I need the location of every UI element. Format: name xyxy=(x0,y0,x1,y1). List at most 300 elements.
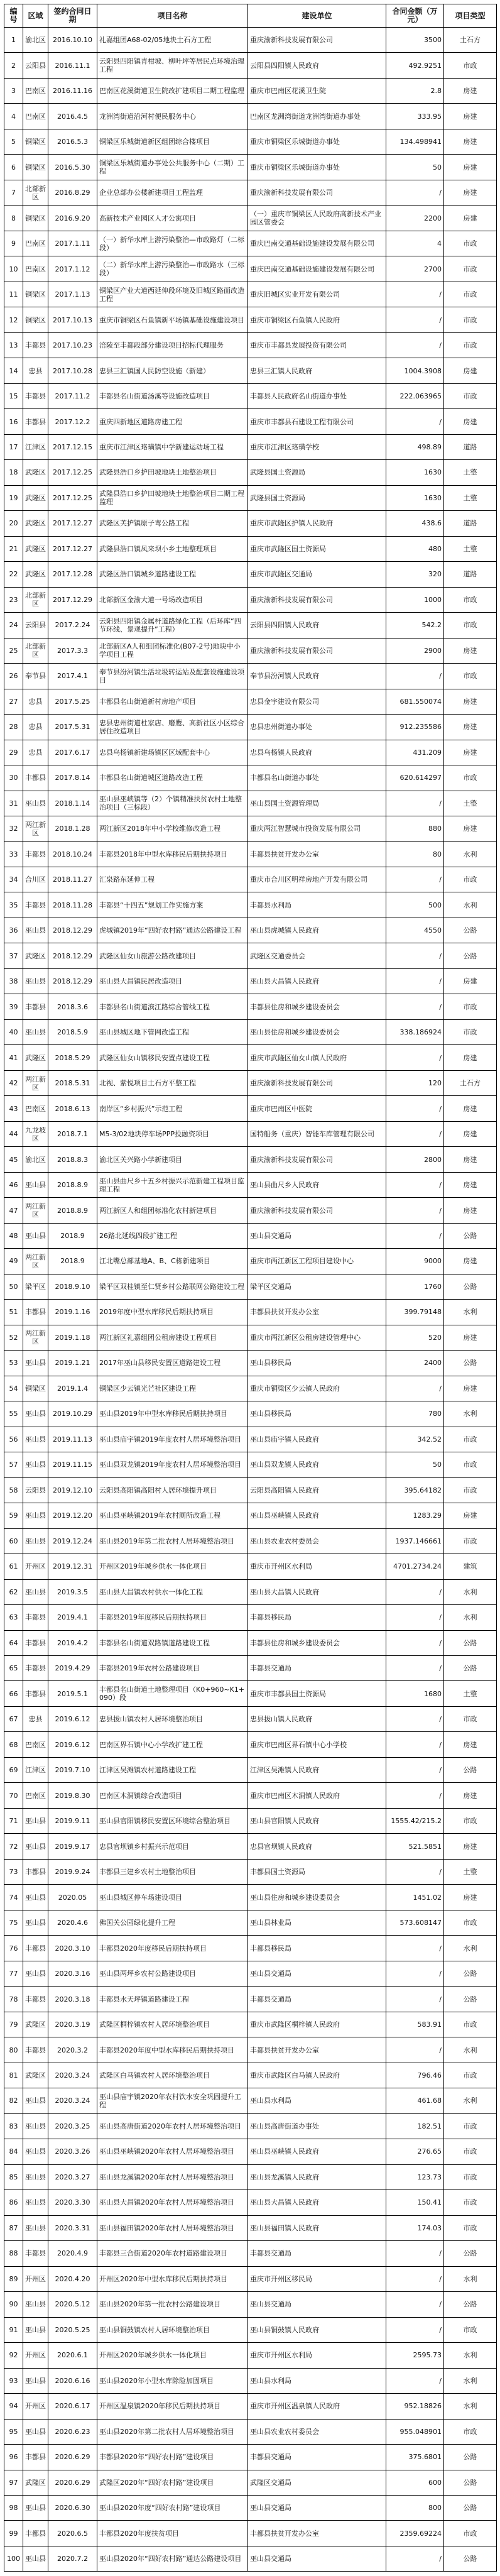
cell-sign-date: 2018.11.28 xyxy=(48,892,97,918)
cell-number: 86 xyxy=(4,2190,23,2215)
cell-construction-unit: 巴南区龙洲湾街道龙洲湾街道办事处 xyxy=(248,104,386,129)
cell-contract-amount: 1000 xyxy=(386,587,444,612)
cell-project-type: 房建 xyxy=(444,638,497,663)
cell-project-type: 水利 xyxy=(444,1401,497,1427)
cell-project-name: 巫山县大昌镇农村供水一体化工程 xyxy=(97,1579,248,1604)
cell-number: 13 xyxy=(4,332,23,358)
cell-number: 82 xyxy=(4,2088,23,2113)
cell-project-type: 房建 xyxy=(444,1376,497,1401)
table-row xyxy=(4,1757,497,1782)
cell-project-name: 开州区2019年城乡供水一体化项目 xyxy=(97,1554,248,1579)
cell-project-name: 巫山县2019年中型水库移民后期扶持项目 xyxy=(97,1401,248,1427)
cell-region: 合川区 xyxy=(23,867,48,892)
cell-sign-date: 2017.1.11 xyxy=(48,231,97,256)
cell-contract-amount: / xyxy=(386,2037,444,2063)
cell-contract-amount: 1004.3908 xyxy=(386,358,444,383)
cell-project-name: 重庆市江津区珞璜镇中学新建运动场工程 xyxy=(97,434,248,459)
cell-project-name: 武隆县浩口镇凤来坝小乡土地整理项目 xyxy=(97,536,248,561)
cell-construction-unit: 巫山县庙宇镇人民政府 xyxy=(248,1427,386,1452)
cell-project-type: 市政 xyxy=(444,256,497,282)
table-row xyxy=(4,1656,497,1681)
cell-construction-unit: 重庆渝新科技发展有限公司 xyxy=(248,638,386,663)
cell-construction-unit: 丰都县扶贫开发办公室 xyxy=(248,1300,386,1325)
cell-construction-unit: 丰都县名山街道办事处 xyxy=(248,765,386,791)
cell-project-name: 巫山县曲尺乡十五乡村振兴示范新建工程项目监理工程 xyxy=(97,1172,248,1197)
cell-number: 24 xyxy=(4,613,23,638)
cell-region: 丰都县 xyxy=(23,994,48,1019)
cell-number: 30 xyxy=(4,765,23,791)
cell-sign-date: 2020.6.1 xyxy=(48,2343,97,2368)
table-row xyxy=(4,485,497,510)
cell-project-type: 土整 xyxy=(444,791,497,816)
cell-project-type: 市政 xyxy=(444,1427,497,1452)
cell-region: 云阳县 xyxy=(23,53,48,78)
cell-construction-unit: 巫山县高唐街道办事处 xyxy=(248,2113,386,2139)
cell-project-name: 巴南区花溪街道卫生院改扩建项目二期工程监理 xyxy=(97,78,248,103)
cell-sign-date: 2020.3.25 xyxy=(48,2113,97,2139)
cell-number: 53 xyxy=(4,1351,23,1376)
cell-project-name: 丰都县名山街道土地整理项目（K0+960~K1+090）段 xyxy=(97,1681,248,1706)
cell-project-name: 丰都县2020年度移民后期扶持项目 xyxy=(97,1936,248,1961)
cell-project-name: 重庆四新地区道路房建工程 xyxy=(97,409,248,434)
cell-project-name: 江津区吴滩镇农村道路建设工程 xyxy=(97,1757,248,1782)
cell-sign-date: 2016.8.29 xyxy=(48,180,97,205)
cell-contract-amount: / xyxy=(386,180,444,205)
cell-project-type: 土整 xyxy=(444,1859,497,1884)
cell-project-name: 南岸区“乡村振兴”示范工程 xyxy=(97,1096,248,1121)
cell-project-type: 市政 xyxy=(444,383,497,408)
cell-sign-date: 2018.12.29 xyxy=(48,918,97,943)
cell-sign-date: 2019.10.29 xyxy=(48,1401,97,1427)
table-row xyxy=(4,1325,497,1350)
table-row xyxy=(4,918,497,943)
cell-number: 27 xyxy=(4,689,23,714)
cell-project-type: 公路 xyxy=(444,918,497,943)
cell-contract-amount: / xyxy=(386,332,444,358)
cell-project-type: 公路 xyxy=(444,1274,497,1299)
cell-sign-date: 2016.5.3 xyxy=(48,129,97,154)
cell-number: 85 xyxy=(4,2164,23,2190)
cell-project-name: M5-3/02地块停车场PPP投融资项目 xyxy=(97,1121,248,1146)
cell-construction-unit: 重庆渝新科技发展有限公司 xyxy=(248,1147,386,1172)
cell-construction-unit: 巫山县曲尺乡人民政府 xyxy=(248,1172,386,1197)
cell-sign-date: 2019.12.24 xyxy=(48,1528,97,1554)
cell-number: 71 xyxy=(4,1808,23,1833)
cell-sign-date: 2018.1.28 xyxy=(48,816,97,841)
cell-project-type: 房建 xyxy=(444,1885,497,1910)
cell-region: 巫山县 xyxy=(23,2139,48,2164)
cell-project-type: 房建 xyxy=(444,358,497,383)
cell-contract-amount: / xyxy=(386,2546,444,2571)
table-row xyxy=(4,587,497,612)
cell-number: 10 xyxy=(4,256,23,282)
cell-contract-amount: 431.209 xyxy=(386,740,444,765)
cell-project-type: 房建 xyxy=(444,1198,497,1223)
cell-sign-date: 2016.11.16 xyxy=(48,78,97,103)
table-row xyxy=(4,1427,497,1452)
cell-contract-amount: / xyxy=(386,282,444,307)
cell-sign-date: 2017.12.25 xyxy=(48,460,97,485)
cell-region: 武隆区 xyxy=(23,511,48,536)
cell-number: 23 xyxy=(4,587,23,612)
cell-project-name: 巫山县铜鼓镇农村人居环境整治项目 xyxy=(97,2317,248,2342)
cell-region: 巫山县 xyxy=(23,1885,48,1910)
table-row xyxy=(4,1630,497,1655)
cell-project-name: 武隆区浩口镇城乡道路建设工程 xyxy=(97,562,248,587)
cell-region: 丰都县 xyxy=(23,1605,48,1630)
cell-sign-date: 2018.12.29 xyxy=(48,943,97,968)
table-row xyxy=(4,332,497,358)
cell-region: 武隆区 xyxy=(23,943,48,968)
cell-construction-unit: 云阳县四阳镇人民政府 xyxy=(248,53,386,78)
cell-sign-date: 2016.4.5 xyxy=(48,104,97,129)
cell-project-name: （二）新华水库上游污染整治—市政路水（三标段） xyxy=(97,256,248,282)
table-row xyxy=(4,1554,497,1579)
cell-project-type: 市政 xyxy=(444,765,497,791)
cell-construction-unit: 巫山县移民局 xyxy=(248,1401,386,1427)
cell-region: 丰都县 xyxy=(23,765,48,791)
cell-project-name: 忠县拔山镇农村人居环境整治项目 xyxy=(97,1706,248,1731)
cell-project-name: 丰都县2018年中型水库移民后期扶持项目 xyxy=(97,841,248,867)
table-row xyxy=(4,206,497,231)
cell-sign-date: 2020.3.2 xyxy=(48,2037,97,2063)
cell-project-type: 水利 xyxy=(444,2368,497,2393)
cell-construction-unit: 巫山县大昌镇人民政府 xyxy=(248,2190,386,2215)
cell-region: 丰都县 xyxy=(23,332,48,358)
cell-region: 丰都县 xyxy=(23,409,48,434)
cell-sign-date: 2020.3.18 xyxy=(48,1987,97,2012)
cell-sign-date: 2017.12.28 xyxy=(48,562,97,587)
cell-region: 铜梁区 xyxy=(23,206,48,231)
cell-contract-amount: 600 xyxy=(386,2470,444,2495)
cell-project-type: 房建 xyxy=(444,1783,497,1808)
cell-project-type: 公路 xyxy=(444,2445,497,2470)
table-row xyxy=(4,231,497,256)
cell-sign-date: 2018.10.24 xyxy=(48,841,97,867)
cell-contract-amount: 1680 xyxy=(386,1681,444,1706)
cell-number: 49 xyxy=(4,1249,23,1274)
cell-contract-amount: 1555.42/215.2 xyxy=(386,1808,444,1833)
cell-project-type: 市政 xyxy=(444,664,497,689)
cell-contract-amount: 333.95 xyxy=(386,104,444,129)
cell-contract-amount: / xyxy=(386,2292,444,2317)
cell-project-name: 武隆区2020年“四好农村路”建设项目 xyxy=(97,2470,248,2495)
cell-project-name: 铜梁区乐城街道办事处公共服务中心（二期）工程 xyxy=(97,155,248,180)
table-row xyxy=(4,562,497,587)
cell-project-name: 忠县乌杨镇新建场镇区区域配套中心 xyxy=(97,740,248,765)
cell-project-type: 市政 xyxy=(444,2317,497,2342)
cell-project-name: 武隆区白马镇农村人居环境整治项目 xyxy=(97,2063,248,2088)
cell-contract-amount: / xyxy=(386,1706,444,1731)
cell-construction-unit: 忠县金宇建设有限公司 xyxy=(248,689,386,714)
cell-contract-amount: 438.6 xyxy=(386,511,444,536)
table-row xyxy=(4,409,497,434)
cell-sign-date: 2017.2.24 xyxy=(48,613,97,638)
cell-project-type: 水利 xyxy=(444,2088,497,2113)
cell-construction-unit: 重庆市丰都县发展投资有限公司 xyxy=(248,332,386,358)
cell-construction-unit: 重庆市铜梁区石鱼镇人民政府 xyxy=(248,307,386,332)
cell-construction-unit: 重庆市两江新区工程项目建设中心 xyxy=(248,1249,386,1274)
cell-sign-date: 2019.4.1 xyxy=(48,1605,97,1630)
cell-contract-amount: / xyxy=(386,994,444,1019)
cell-construction-unit: 重庆渝新科技发展有限公司 xyxy=(248,28,386,53)
cell-sign-date: 2019.11.13 xyxy=(48,1427,97,1452)
cell-project-name: 梁平区双桂镇至仁贤乡村公路联网公路建设工程 xyxy=(97,1274,248,1299)
cell-contract-amount: / xyxy=(386,1987,444,2012)
cell-number: 39 xyxy=(4,994,23,1019)
table-row xyxy=(4,1452,497,1477)
table-row xyxy=(4,28,497,53)
cell-region: 铜梁区 xyxy=(23,1376,48,1401)
cell-sign-date: 2020.3.30 xyxy=(48,2190,97,2215)
cell-region: 巫山县 xyxy=(23,2317,48,2342)
cell-number: 98 xyxy=(4,2495,23,2520)
cell-sign-date: 2019.4.29 xyxy=(48,1656,97,1681)
cell-project-name: 龙洲湾街道沿河村便民服务中心 xyxy=(97,104,248,129)
cell-project-type: 市政 xyxy=(444,1452,497,1477)
cell-sign-date: 2017.3.3 xyxy=(48,638,97,663)
cell-number: 100 xyxy=(4,2546,23,2571)
cell-sign-date: 2018.8.3 xyxy=(48,1147,97,1172)
cell-contract-amount: 2595.73 xyxy=(386,2343,444,2368)
cell-project-name: 铜梁区产业大道西延伸段环境及旧城区路面改造工程 xyxy=(97,282,248,307)
table-row xyxy=(4,1019,497,1044)
cell-contract-amount: 542.2 xyxy=(386,613,444,638)
table-row xyxy=(4,460,497,485)
cell-contract-amount: 2.8 xyxy=(386,78,444,103)
table-row xyxy=(4,1249,497,1274)
cell-number: 88 xyxy=(4,2241,23,2266)
cell-construction-unit: 巫山县水利局 xyxy=(248,2088,386,2113)
cell-contract-amount: 620.614297 xyxy=(386,765,444,791)
cell-number: 66 xyxy=(4,1681,23,1706)
cell-number: 31 xyxy=(4,791,23,816)
table-row xyxy=(4,689,497,714)
cell-region: 巫山县 xyxy=(23,1427,48,1452)
cell-number: 34 xyxy=(4,867,23,892)
cell-region: 忠县 xyxy=(23,740,48,765)
cell-region: 巫山县 xyxy=(23,2215,48,2240)
cell-project-type: 房建 xyxy=(444,1834,497,1859)
cell-construction-unit: 云阳县四阳镇人民政府 xyxy=(248,613,386,638)
cell-number: 70 xyxy=(4,1783,23,1808)
cell-construction-unit: 巫山县水利局 xyxy=(248,2368,386,2393)
table-row xyxy=(4,2164,497,2190)
cell-sign-date: 2019.1.21 xyxy=(48,1351,97,1376)
cell-construction-unit: 忠县忠州街道办事处 xyxy=(248,715,386,740)
cell-construction-unit: 巫山县交通局 xyxy=(248,1961,386,1986)
cell-region: 梁平区 xyxy=(23,1274,48,1299)
table-row xyxy=(4,841,497,867)
cell-number: 84 xyxy=(4,2139,23,2164)
cell-region: 两江新区 xyxy=(23,816,48,841)
table-row xyxy=(4,968,497,994)
cell-project-type: 房建 xyxy=(444,816,497,841)
cell-region: 北部新区 xyxy=(23,180,48,205)
cell-number: 94 xyxy=(4,2394,23,2419)
cell-project-name: 渝北区关兴路小学新建项目 xyxy=(97,1147,248,1172)
cell-project-name: 2019年度中型水库移民后期扶持项目 xyxy=(97,1300,248,1325)
cell-region: 渝北区 xyxy=(23,1147,48,1172)
table-row xyxy=(4,1045,497,1070)
cell-number: 37 xyxy=(4,943,23,968)
cell-construction-unit: 重庆市丰都县石建设工程有限公司 xyxy=(248,409,386,434)
cell-sign-date: 2017.10.13 xyxy=(48,307,97,332)
cell-region: 丰都县 xyxy=(23,841,48,867)
cell-region: 丰都县 xyxy=(23,383,48,408)
cell-project-type: 市政 xyxy=(444,2419,497,2444)
table-row xyxy=(4,1198,497,1223)
cell-project-type: 房建 xyxy=(444,155,497,180)
cell-project-type: 道路 xyxy=(444,562,497,587)
cell-sign-date: 2020.6.16 xyxy=(48,2368,97,2393)
cell-contract-amount: / xyxy=(386,1096,444,1121)
cell-sign-date: 2017.8.14 xyxy=(48,765,97,791)
table-row xyxy=(4,155,497,180)
table-row xyxy=(4,2063,497,2088)
cell-project-type: 房建 xyxy=(444,129,497,154)
table-row xyxy=(4,740,497,765)
cell-sign-date: 2020.4.9 xyxy=(48,2241,97,2266)
cell-project-name: 巴南区界石镇中心小学改扩建工程 xyxy=(97,1732,248,1757)
cell-contract-amount: / xyxy=(386,1223,444,1248)
cell-project-name: 巫山县2019年第二批农村人居环境整治项目 xyxy=(97,1528,248,1554)
cell-number: 1 xyxy=(4,28,23,53)
cell-region: 巴南区 xyxy=(23,104,48,129)
cell-construction-unit: 忠县三汇镇人民政府 xyxy=(248,358,386,383)
cell-construction-unit: 重庆市铜梁区少云镇人民政府 xyxy=(248,1376,386,1401)
cell-project-type: 市政 xyxy=(444,1019,497,1044)
cell-number: 61 xyxy=(4,1554,23,1579)
cell-sign-date: 2020.3.16 xyxy=(48,1961,97,1986)
cell-contract-amount: / xyxy=(386,1376,444,1401)
table-row xyxy=(4,2113,497,2139)
table-row xyxy=(4,2317,497,2342)
cell-sign-date: 2020.3.24 xyxy=(48,2088,97,2113)
cell-contract-amount: 375.6801 xyxy=(386,2445,444,2470)
cell-construction-unit: 云阳县高阳镇人民政府 xyxy=(248,1477,386,1503)
cell-sign-date: 2016.9.20 xyxy=(48,206,97,231)
cell-project-name: 巫山县巫峡镇2019年农村厕所改造工程 xyxy=(97,1503,248,1528)
cell-project-type: 房建 xyxy=(444,1096,497,1121)
cell-sign-date: 2019.6.12 xyxy=(48,1706,97,1731)
cell-contract-amount: 955.048901 xyxy=(386,2419,444,2444)
cell-contract-amount: / xyxy=(386,1198,444,1223)
cell-project-name: 开州区温泉镇2020年移民后期扶持项目 xyxy=(97,2394,248,2419)
cell-sign-date: 2017.11.2 xyxy=(48,383,97,408)
cell-project-name: 忠县三汇镇国人民防空设施（新建） xyxy=(97,358,248,383)
cell-project-name: 巫山县两坪乡农村公路建设项目 xyxy=(97,1961,248,1986)
cell-region: 武隆区 xyxy=(23,1045,48,1070)
cell-project-name: 礼嘉组团A68-02/05地块土石方工程 xyxy=(97,28,248,53)
cell-contract-amount: 800 xyxy=(386,2495,444,2520)
cell-project-type: 道路 xyxy=(444,434,497,459)
cell-number: 28 xyxy=(4,715,23,740)
cell-sign-date: 2019.3.5 xyxy=(48,1579,97,1604)
cell-number: 40 xyxy=(4,1019,23,1044)
cell-construction-unit: 重庆渝新科技发展有限公司 xyxy=(248,1198,386,1223)
cell-construction-unit: 巫山县交通局 xyxy=(248,2292,386,2317)
cell-project-type: 市政 xyxy=(444,2521,497,2546)
table-row xyxy=(4,1732,497,1757)
cell-contract-amount: 583.91 xyxy=(386,2012,444,2037)
cell-project-name: 北视、紫悦项目土石方平整工程 xyxy=(97,1070,248,1095)
cell-project-type: 市政 xyxy=(444,2063,497,2088)
cell-contract-amount: / xyxy=(386,2368,444,2393)
cell-number: 89 xyxy=(4,2266,23,2291)
cell-sign-date: 2019.12.10 xyxy=(48,1477,97,1503)
cell-project-name: 忠县忠州街道杜家店、磨鹰、高新社区小区综合居住改造项目 xyxy=(97,715,248,740)
cell-project-type: 市政 xyxy=(444,231,497,256)
cell-project-name: 丰都县名山街道汤溪等设施改造项目 xyxy=(97,383,248,408)
header-region: 区域 xyxy=(23,4,48,28)
cell-sign-date: 2018.5.9 xyxy=(48,1019,97,1044)
table-row xyxy=(4,2037,497,2063)
cell-project-name: 巫山县城区停车场建设项目 xyxy=(97,1885,248,1910)
cell-contract-amount: / xyxy=(386,2241,444,2266)
cell-sign-date: 2018.8.9 xyxy=(48,1198,97,1223)
cell-contract-amount: 320 xyxy=(386,562,444,587)
cell-region: 忠县 xyxy=(23,1706,48,1731)
cell-number: 44 xyxy=(4,1121,23,1146)
cell-project-type: 土整 xyxy=(444,485,497,510)
cell-sign-date: 2020.5.12 xyxy=(48,2292,97,2317)
cell-construction-unit: 丰都县交通局 xyxy=(248,1987,386,2012)
cell-sign-date: 2017.12.27 xyxy=(48,511,97,536)
cell-contract-amount: 276.65 xyxy=(386,2139,444,2164)
cell-sign-date: 2019.1.18 xyxy=(48,1325,97,1350)
cell-region: 开州区 xyxy=(23,2394,48,2419)
cell-project-name: 巫山县高唐街道2020年农村人居环境整治项目 xyxy=(97,2113,248,2139)
cell-project-type: 市政 xyxy=(444,2164,497,2190)
cell-sign-date: 2020.3.19 xyxy=(48,2012,97,2037)
table-row xyxy=(4,129,497,154)
table-row xyxy=(4,1070,497,1095)
table-row xyxy=(4,1936,497,1961)
cell-number: 32 xyxy=(4,816,23,841)
cell-region: 铜梁区 xyxy=(23,155,48,180)
cell-region: 巴南区 xyxy=(23,78,48,103)
cell-region: 丰都县 xyxy=(23,892,48,918)
cell-project-name: 云阳县四阳镇青柑坡、柳叶坪等居民点环境治理工程 xyxy=(97,53,248,78)
cell-construction-unit: 丰都县住房和城乡建设委员会 xyxy=(248,1630,386,1655)
cell-project-type: 水利 xyxy=(444,841,497,867)
table-row xyxy=(4,53,497,78)
cell-contract-amount: 9000 xyxy=(386,1249,444,1274)
cell-region: 丰都县 xyxy=(23,1859,48,1884)
cell-region: 巫山县 xyxy=(23,968,48,994)
cell-project-type: 房建 xyxy=(444,740,497,765)
cell-construction-unit: 巫山县大昌镇人民政府 xyxy=(248,968,386,994)
table-row xyxy=(4,1121,497,1146)
cell-project-type: 土整 xyxy=(444,1681,497,1706)
table-row xyxy=(4,1477,497,1503)
cell-construction-unit: 丰都县扶贫开发办公室 xyxy=(248,2037,386,2063)
table-row xyxy=(4,2521,497,2546)
cell-number: 81 xyxy=(4,2063,23,2088)
cell-project-name: 重庆市铜梁区石鱼镇新平场镇基础设施建设项目 xyxy=(97,307,248,332)
cell-contract-amount: / xyxy=(386,307,444,332)
cell-region: 巴南区 xyxy=(23,1096,48,1121)
cell-project-type: 市政 xyxy=(444,53,497,78)
cell-sign-date: 2020.3.27 xyxy=(48,2164,97,2190)
cell-sign-date: 2020.6.29 xyxy=(48,2445,97,2470)
cell-construction-unit: 重庆市巴南区界石镇中心小学校 xyxy=(248,1732,386,1757)
cell-project-name: 佛国关公园绿化提升工程 xyxy=(97,1910,248,1935)
table-row xyxy=(4,2343,497,2368)
table-row xyxy=(4,1172,497,1197)
cell-project-name: 巫山县庙宇镇2020年农村饮水安全巩固提升工程 xyxy=(97,2088,248,2113)
